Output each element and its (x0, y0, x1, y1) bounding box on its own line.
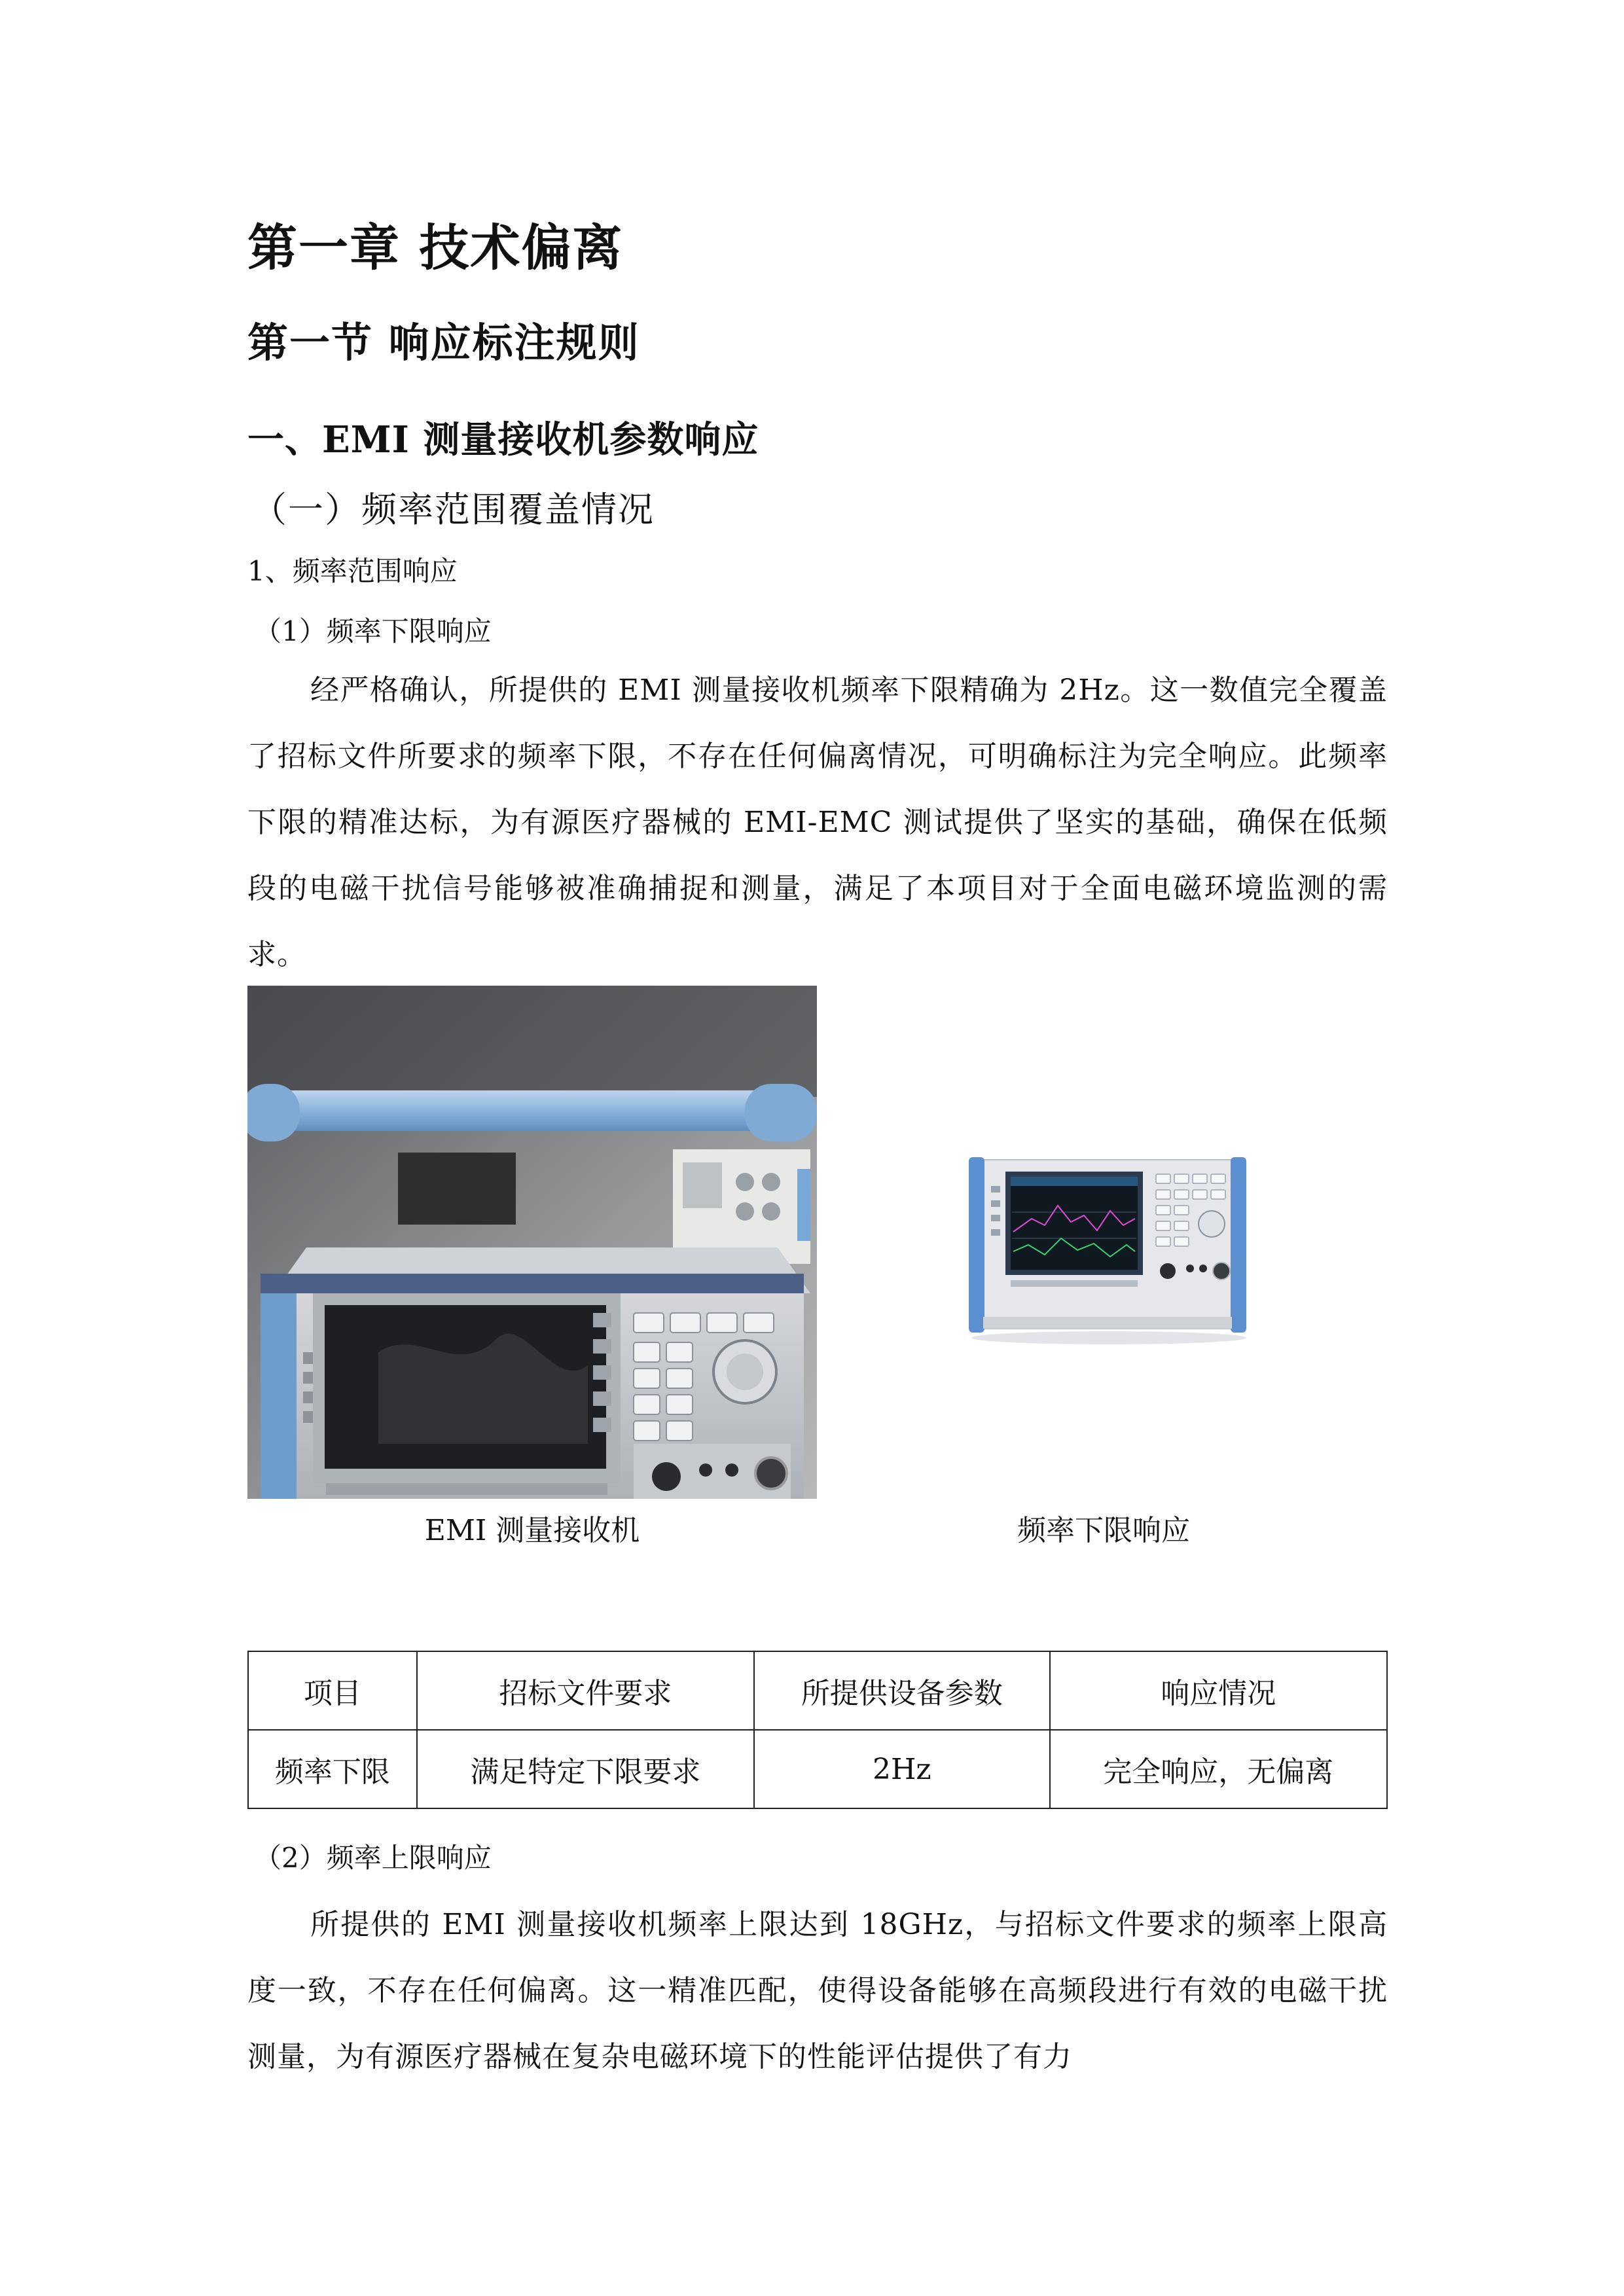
chapter-title: 第一章 技术偏离 (247, 219, 624, 277)
table-header-cell: 项目 (248, 1651, 417, 1730)
response-table (247, 1651, 1388, 1809)
table-header-cell: 响应情况 (1050, 1651, 1387, 1730)
part-title: 一、EMI 测量接收机参数响应 (247, 418, 759, 461)
figure-caption-left: EMI 测量接收机 (424, 1514, 640, 1547)
figure-caption-right: 频率下限响应 (1017, 1514, 1190, 1547)
receiver-product-photo (960, 1140, 1258, 1348)
subitem-title-lower: （1）频率下限响应 (254, 615, 492, 647)
table-cell: 满足特定下限要求 (417, 1730, 754, 1808)
table-cell: 频率下限 (248, 1730, 417, 1808)
item-title: 1、频率范围响应 (247, 555, 458, 587)
table-row (248, 1730, 1387, 1808)
subitem-title-upper: （2）频率上限响应 (254, 1842, 492, 1874)
table-cell: 2Hz (754, 1730, 1050, 1808)
table-header-cell: 所提供设备参数 (754, 1651, 1050, 1730)
table-cell: 完全响应，无偏离 (1050, 1730, 1387, 1808)
emi-receiver-photo (247, 986, 817, 1499)
subpart-title: （一）频率范围覆盖情况 (251, 489, 655, 530)
table-header-cell: 招标文件要求 (417, 1651, 754, 1730)
section-title: 第一节 响应标注规则 (247, 319, 640, 367)
paragraph-lower-limit: 经严格确认，所提供的 EMI 测量接收机频率下限精确为 2Hz。这一数值完全覆盖了招标文件所要求的频率下限，不存在任何偏离情况，可明确标注为完全响应。此频率下限的精准达标，为有源医疗器械的 EMI-EMC 测试提供了坚实的基础，确保在低频段的电磁干扰信号能够被准确捕捉和测量，满足了本项目对于全面电磁环境监测的需求。 (247, 673, 1388, 971)
paragraph-upper-limit: 所提供的 EMI 测量接收机频率上限达到 18GHz，与招标文件要求的频率上限高度一致，不存在任何偏离。这一精准匹配，使得设备能够在高频段进行有效的电磁干扰测量，为有源医疗器械在复杂电磁环境下的性能评估提供了有力 (247, 1908, 1388, 2073)
table-header-row (248, 1651, 1387, 1730)
